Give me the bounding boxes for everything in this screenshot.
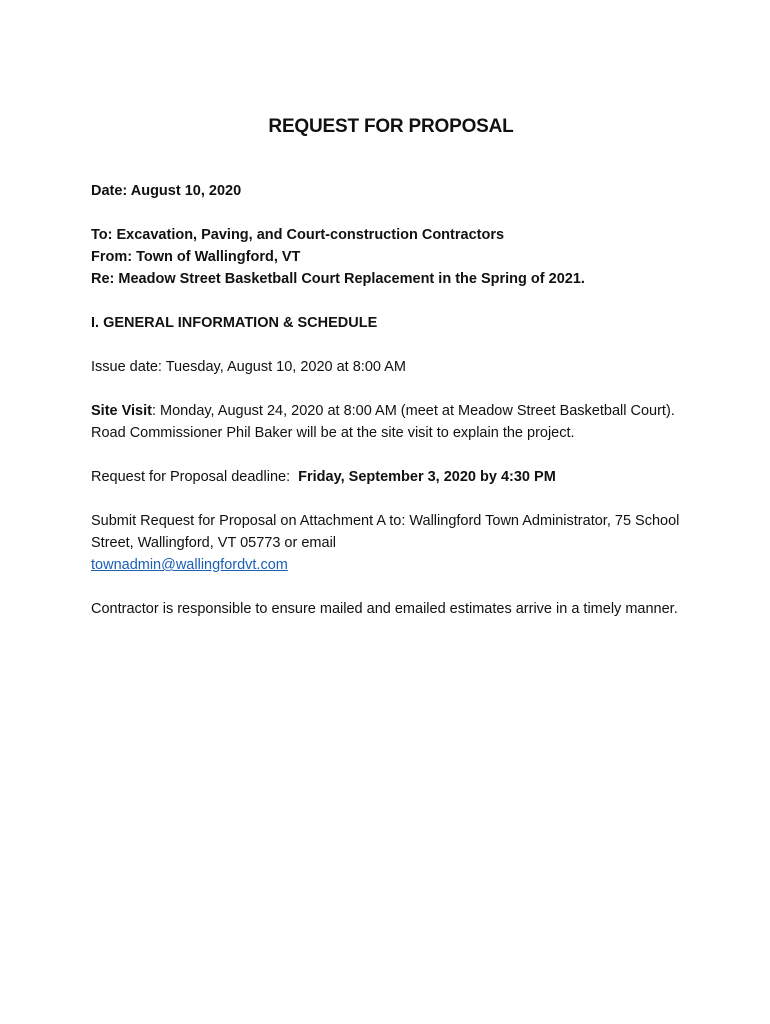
deadline-value: Friday, September 3, 2020 by 4:30 PM — [298, 469, 556, 485]
re-line: Re: Meadow Street Basketball Court Replacement in the Spring of 2021. — [91, 271, 585, 287]
site-visit-text: : Monday, August 24, 2020 at 8:00 AM (meet at Meadow Street Basketball Court). Road Commissioner Phil Baker will be at the site visit to explain the project. — [91, 403, 675, 441]
deadline-prefix: Request for Proposal deadline: — [91, 469, 299, 485]
deadline-paragraph — [91, 466, 691, 488]
submit-text: Submit Request for Proposal on Attachment A to: Wallingford Town Administrator, 75 School Street, Wallingford, VT 05773 or email — [91, 513, 680, 551]
submit-paragraph — [91, 510, 691, 576]
site-visit-paragraph — [91, 400, 691, 444]
document-title: REQUEST FOR PROPOSAL — [268, 116, 514, 137]
issue-date: Issue date: Tuesday, August 10, 2020 at 8:00 AM — [91, 359, 406, 375]
document-page — [91, 112, 691, 620]
to-line: To: Excavation, Paving, and Court-construction Contractors — [91, 227, 505, 243]
date-line: Date: August 10, 2020 — [91, 183, 242, 199]
from-line: From: Town of Wallingford, VT — [91, 249, 301, 265]
closing-paragraph: Contractor is responsible to ensure mailed and emailed estimates arrive in a timely manner. — [91, 601, 678, 617]
section-heading: I. GENERAL INFORMATION & SCHEDULE — [91, 315, 378, 331]
email-link[interactable]: townadmin@wallingfordvt.com — [91, 557, 288, 573]
site-visit-label: Site Visit — [91, 403, 152, 419]
